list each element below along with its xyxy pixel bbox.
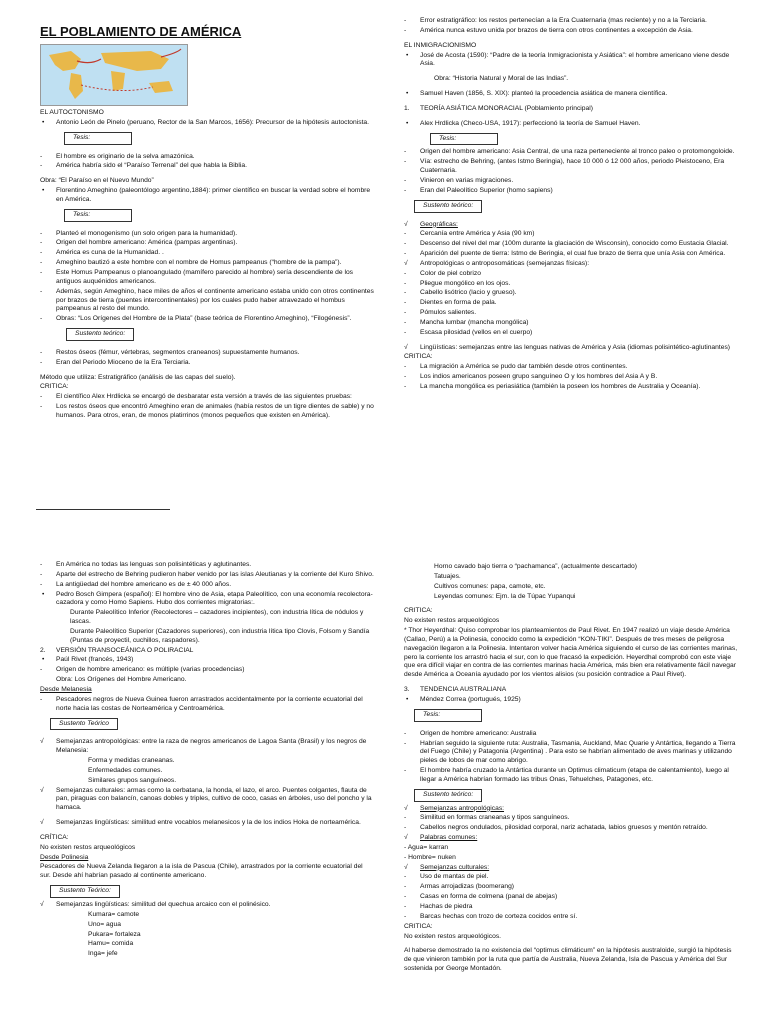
migration-map-icon (41, 45, 187, 105)
heyerdahl-text: * Thor Heyerdhal: Quiso comprobar los planteamientos de Paul Rivet. En 1947 realizó un viaje desde América (Callao, Perú) a la Polinesia, conocido como la expedición “KON-TIKI”. Después de tres meses de peligrosa navegación llegaron a la Polinesia. Intentaron volver hacia América siguiendo el curso de las corrientes marinas, pero la corriente los arrastró hacia el sur, con lo que fracasó la expedición. Heyerdhal comprobó con este viaje que era difícil viajar en contra de las corrientes marinas hacia América, más bien era relativamente fácil navegar desde América a Oceanía ayudado por los vientos alisios (su posición contradice a Paul Rivet). (404, 627, 738, 679)
list-item: - Vía: estrecho de Behring, (antes Istmo Beringia), hace 10 000 ó 12 000 años, periodo Pleistoceno, Era Cuaternaria. (404, 158, 738, 176)
list-item: - Pescadores negros de Nueva Guinea fueron arrastrados accidentalmente por la corriente ecuatorial del norte hacia las costas de Norteamérica y Centroamérica. (40, 696, 374, 714)
list-item: - La mancha mongólica es periasiática (también la poseen los hombres de Australia y Oceanía). (404, 383, 738, 392)
melanesia-heading: Desde Melanesia (40, 685, 92, 693)
critica-label: CRÍTICA: (40, 833, 69, 841)
list-item: - Además, según Ameghino, hace miles de años el continente americano estaba unido con otros continentes por brazos de tierra (puentes intercontinentales) por los cuales pudo haber atravezado el hombus pampeanus al resto del mundo. (40, 288, 374, 315)
semejanzas-antropologicas: √ Semejanzas antropológicas: (404, 805, 738, 814)
critica-label: CRITICA: (404, 607, 433, 615)
divider-line (36, 509, 170, 510)
list-item: - Vinieron en varias migraciones. (404, 177, 738, 186)
semejanzas-antropologicas: √ Semejanzas antropológicas: entre la raza de negros americanos de Lagoa Santa (Brasil) y los negros de Melanesia: (40, 738, 374, 756)
list-item: Leyendas comunes: Ejm. la de Túpac Yupanqui (434, 592, 576, 600)
antropologicas-heading: √ Antropológicas o antroposomáticas (semejanzas físicas): (404, 260, 738, 269)
list-item: Inga= jefe (88, 950, 118, 958)
critica-label: CRITICA: (404, 922, 433, 930)
list-item: - Origen del hombre americano: América (pampas argentinas). (40, 239, 374, 248)
haven-item: • Samuel Haven (1856, S. XIX): planteó la procedencia asiática de manera científica. (404, 90, 738, 99)
list-item: - Cabello lisótrico (lacio y grueso). (404, 289, 738, 298)
obra-text: Obra: “El Paraíso en el Nuevo Mundo” (40, 177, 154, 185)
critica-label: CRITICA: (40, 383, 69, 391)
ameghino-item: • Florentino Ameghino (paleontólogo argentino,1884): primer científico en buscar la verdad sobre el hombre en América. (40, 187, 374, 205)
sustento-box: Sustento Teórico: (50, 885, 120, 898)
tendencia-heading: 3. TENDENCIA AUSTRALIANA (404, 686, 738, 695)
list-item: - Escasa pilosidad (vellos en el cuerpo) (404, 329, 738, 338)
list-item: Pukara= fortaleza (88, 930, 141, 938)
tesis-box: Tesis: (430, 133, 498, 146)
list-item: - Aparición del puente de tierra: Istmo de Beringia, el cual fue brazo de tierra que unía Asia con América. (404, 250, 738, 259)
sustento-box: Sustento teórico: (414, 200, 482, 213)
list-item: - La antigüedad del hombre americano es de ± 40 000 años. (40, 581, 374, 590)
list-item: - Origen de hombre americano: Australia (404, 730, 738, 739)
list-item: - Similitud en formas craneanas y tipos sanguíneos. (404, 814, 738, 823)
tesis-box: Tesis: (64, 209, 132, 222)
list-item: - Obras: “Los Orígenes del Hombre de la Plata” (base teórica de Florentino Ameghino), “Filogénesis”. (40, 315, 374, 324)
list-item: - Armas arrojadizas (boomerang) (404, 883, 738, 892)
list-item: Similares grupos sanguíneos. (88, 776, 177, 784)
polinesia-heading: Desde Polinesia (40, 853, 89, 861)
list-item: - Hombre= nuken (404, 853, 456, 861)
no-restos-text: No existen restos arqueológicos. (404, 932, 502, 940)
bosch-item: • Pedro Bosch Gimpera (español): El hombre vino de Asia, etapa Paleolítico, con una economía recolectora-cazadora y como Homo Sapiens. Hubo dos corrientes migratorias:. (40, 591, 374, 609)
list-item: - La migración a América se pudo dar también desde otros continentes. (404, 363, 738, 372)
polinesia-text: Pescadores de Nueva Zelanda llegaron a la isla de Pascua (Chile), arrastrados por la corriente ecuatorial del sur. Desde ahí habrían pasado al continente americano. (40, 863, 363, 880)
sustento-box: Sustento teórico: (66, 328, 134, 341)
palabras-comunes: √ Palabras comunes: (404, 834, 738, 843)
list-item: - Pómulos salientes. (404, 309, 738, 318)
list-item: Enfermedades comunes. (88, 766, 163, 774)
paleolitico-superior: Durante Paleolítico Superior (Cazadores superiores), con industria lítica tipo Clovis, Folsom y Sandía (Puntas de proyectil, cuchillos, raspadores). (70, 627, 370, 644)
world-map-image (40, 44, 188, 106)
acosta-item: • José de Acosta (1590): “Padre de la teoría Inmigracionista y Asiática”: el hombre americano viene desde Asia. (404, 52, 738, 70)
mendez-item: • Méndez Correa (portugués, 1925) (404, 696, 738, 705)
critica-label: CRITICA: (404, 353, 433, 361)
list-item: - Este Homus Pampeanus o planoangulado (mamífero parecido al hombre) sería descendiente de los antiguos auquénidos americanos. (40, 269, 374, 287)
teoria-heading: 1. TEORÍA ASIÁTICA MONORACIAL (Poblamiento principal) (404, 105, 738, 114)
list-item: - Dientes en forma de pala. (404, 299, 738, 308)
list-item: - Barcas hechas con trozo de corteza cocidos entre sí. (404, 913, 738, 922)
sustento-box: Sustento Teórico (50, 718, 118, 731)
list-item: Forma y medidas craneanas. (88, 757, 175, 765)
page-title: EL POBLAMIENTO DE AMÉRICA (40, 24, 242, 39)
list-item: - Los restos óseos que encontró Ameghino eran de animales (había restos de un tigre dientes de sable) y no humanos. Para otros, eran, de monos platirrinos (monos pequeños que existen en América). (40, 403, 374, 421)
list-item: - Casas en forma de colmena (panal de abejas) (404, 893, 738, 902)
list-item: Hamu= comida (88, 940, 134, 948)
list-item: - El científico Alex Hrdlicka se encargó de desbaratar esta versión a través de las siguientes pruebas: (40, 393, 374, 402)
list-item: Horno cavado bajo tierra o “pachamanca”, (actualmente descartado) (434, 563, 637, 570)
column-top-right (404, 17, 738, 393)
rivet-obra: Obra: Los Orígenes del Hombre Americano. (56, 676, 187, 684)
list-item: - Color de piel cobrizo (404, 270, 738, 279)
no-restos-text: No existen restos arqueológicos (40, 843, 136, 851)
pinelo-item: • Antonio León de Pinelo (peruano, Rector de la San Marcos, 1656): Precursor de la hipótesis autoctonista. (40, 119, 374, 128)
semejanzas-culturales: √ Semejanzas culturales: (404, 864, 738, 873)
list-item: Tatuajes. (434, 572, 461, 580)
list-item: - Agua= karran (404, 843, 449, 851)
tesis-box: Tesis: (414, 709, 482, 722)
list-item: - Restos óseos (fémur, vértebras, segmentos craneanos) supuestamente humanos. (40, 349, 374, 358)
list-item: - Ameghino bautizó a este hombre con el nombre de Homus pampeanus (“hombre de la pampa”). (40, 259, 374, 268)
version-heading: 2. VERSIÓN TRANSOCEÁNICA O POLIRACIAL (40, 647, 374, 656)
tesis-box: Tesis: (64, 132, 132, 145)
list-item: - Pliegue mongólico en los ojos. (404, 280, 738, 289)
list-item: Uno= agua (88, 920, 121, 928)
column-bottom-right (404, 563, 738, 975)
geograficas-heading: √ Geográficas: (404, 221, 738, 230)
semejanzas-linguisticas: √ Semejanzas lingüísticas: similitud entre vocablos melanesicos y la de los indios Hoka de norteamérica. (40, 819, 374, 828)
list-item: - Habrían seguido la siguiente ruta: Australia, Tasmania, Auckland, Mac Quarie y Antártica, llegando a Tierra del Fuego (Chile) y Patagonia (Argentina) . Para esto se habrían alimentado de aves marinas y utilizando pieles de lobos de mar como abrigo. (404, 740, 738, 767)
list-item: - Eran del Periodo Mioceno de la Era Terciaria. (40, 359, 374, 368)
heading-inmigracionismo: EL INMIGRACIONISMO (404, 41, 477, 49)
list-item: - Aparte del estrecho de Behring pudieron haber venido por las islas Aleutianas y la corriente del Kuro Shivo. (40, 571, 374, 580)
list-item: - Descenso del nivel del mar (100m durante la glaciación de Wisconsin), conocido como Eustacia Glacial. (404, 240, 738, 249)
final-paragraph: Al haberse demostrado la no existencia del “optimus climáticum” en la hipótesis australoide, surgió la hipótesis de que vinieron también por la ruta que partía de Australia, Nueva Zelanda, Isla de Pascua y América del Sur sostenida por George Montadón. (404, 947, 732, 973)
list-item: - Origen de hombre americano: es múltiple (varias procedencias) (40, 666, 374, 675)
paleolitico-inferior: Durante Paleolítico Inferior (Recolectores – cazadores incipientes), con industria lítica de nódulos y lascas. (70, 609, 364, 626)
column-top-left (40, 109, 374, 422)
list-item: - Planteó el monogenismo (un solo origen para la humanidad). (40, 230, 374, 239)
list-item: - Cercanía entre América y Asia (90 km) (404, 230, 738, 239)
hrdlicka-item: • Alex Hrdlicka (Checo-USA, 1917): perfeccionó la teoría de Samuel Haven. (404, 120, 738, 129)
list-item: - Uso de mantas de piel. (404, 873, 738, 882)
linguisticas-item: √ Lingüísticas: semejanzas entre las lenguas nativas de América y Asia (idiomas polisintético-aglutinantes) (404, 344, 738, 353)
list-item: - Error estratigráfico: los restos pertenecían a la Era Cuaternaria (mas reciente) y no a la Terciaria. (404, 17, 738, 26)
metodo-text: Método que utiliza: Estratigráfico (análisis de las capas del suelo). (40, 373, 236, 381)
list-item: - América es cuna de la Humanidad. . (40, 249, 374, 258)
list-item: - En América no todas las lenguas son polisintéticas y aglutinantes. (40, 561, 374, 570)
rivet-item: • Paúl Rivet (francés, 1943) (40, 656, 374, 665)
list-item: - El hombre habría cruzado la Antártica durante un Optimus climaticum (etapa de calentamiento), luego al llegar a América habrían formado las tribus Onas, Tehuelches, Patagones, etc. (404, 767, 738, 785)
list-item: - Los indios americanos poseen grupo sanguíneo O y los hombres del Asia A y B. (404, 373, 738, 382)
heading-autoctonismo: EL AUTOCTONISMO (40, 109, 104, 116)
list-item: - América nunca estuvo unida por brazos de tierra con otros continentes a excepción de Asia. (404, 27, 738, 36)
list-item: - América habría sido el “Paraíso Terrenal” del que habla la Biblia. (40, 162, 374, 171)
list-item: - Hachas de piedra (404, 903, 738, 912)
list-item: - Origen del hombre americano: Asia Central, de una raza perteneciente al tronco paleo o protomongoloide. (404, 148, 738, 157)
list-item: Cultivos comunes: papa, camote, etc. (434, 582, 546, 590)
no-restos-text: No existen restos arqueológicos (404, 617, 500, 625)
list-item: - El hombre es originario de la selva amazónica. (40, 153, 374, 162)
list-item: - Mancha lumbar (mancha mongólica) (404, 319, 738, 328)
acosta-obra: Obra: “Historia Natural y Moral de las Indias”. (434, 75, 569, 83)
list-item: - Cabellos negros ondulados, pilosidad corporal, nariz achatada, labios gruesos y mentón retraído. (404, 824, 738, 833)
column-bottom-left (40, 561, 374, 960)
sustento-box: Sustento teórico: (414, 789, 482, 802)
list-item: Kumara= camote (88, 910, 140, 918)
semejanzas-culturales: √ Semejanzas culturales: armas como la cerbatana, la honda, el lazo, el arco. Puentes colgantes, flauta de pan, piraguas con balancín, canoas dobles y triples, cultivo de coco, casas en árboles, uso del poncho y la hamaca. (40, 787, 374, 814)
list-item: - Eran del Paleolítico Superior (homo sapiens) (404, 187, 738, 196)
semejanzas-linguisticas-quechua: √ Semejanzas lingüísticas: similitud del quechua arcaico con el polinésico. (40, 901, 374, 910)
